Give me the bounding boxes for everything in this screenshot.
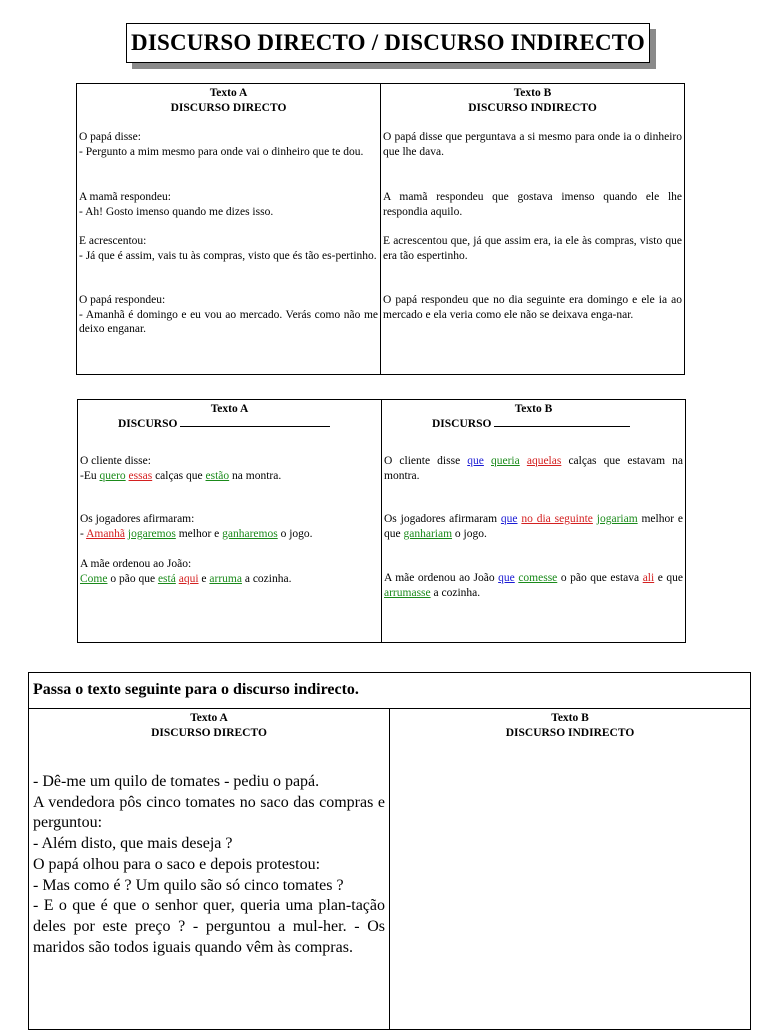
page-title: DISCURSO DIRECTO / DISCURSO INDIRECTO [126,23,650,63]
fill-in-blank[interactable] [180,417,330,427]
table3-left-header: Texto A [190,712,228,724]
table2-right-paragraph: Os jogadores afirmaram que no dia seguinte jogariam melhor e que ganhariam o jogo. [384,513,683,540]
dialogue-line: - Mas como é ? Um quilo são só cinco tomates ? [33,876,344,894]
table2-left-paragraph: O cliente disse: -Eu quero essas calças que estão na montra. [80,455,282,482]
table2-left-header: Texto A [210,403,249,415]
table2-right-header: Texto B [514,403,553,415]
table1-left-subheader: DISCURSO DIRECTO [170,102,287,114]
table1-right-header: Texto B [513,87,552,99]
table2-right-paragraph: O cliente disse que queria aquelas calças que estavam na montra. [384,455,683,482]
example-table-1 [76,83,685,375]
exercise-table [28,672,751,1030]
table1-left-paragraph: A mamã respondeu: - Ah! Gosto imenso quando me dizes isso. [79,191,274,218]
dialogue-text [33,772,385,958]
table2-right-subheader: DISCURSO [432,418,492,430]
exercise-left-cell [29,709,390,1030]
table2-left-paragraph: Os jogadores afirmaram: - Amanhã jogaremos melhor e ganharemos o jogo. [80,513,313,540]
table1-right-paragraph: O papá disse que perguntava a si mesmo para onde ia o dinheiro que lhe dava. [383,131,682,158]
example-table-2 [77,399,686,643]
fill-in-blank[interactable] [494,417,630,427]
exercise-instruction: Passa o texto seguinte para o discurso indirecto. [29,673,751,709]
table2-right-paragraph: A mãe ordenou ao João que comesse o pão que estava ali e que arrumasse a cozinha. [384,572,683,599]
table3-right-header: Texto B [551,712,589,724]
table2-left-paragraph: A mãe ordenou ao João: Come o pão que está aqui e arruma a cozinha. [80,558,292,585]
table2-right-cell [382,400,686,643]
table1-left-paragraph: E acrescentou: - Já que é assim, vais tu às compras, visto que és tão es-pertinho. [79,235,377,262]
table1-left-cell [77,84,381,375]
table1-left-paragraph: O papá respondeu: - Amanhã é domingo e eu vou ao mercado. Verás como não me deixo enganar. [79,294,378,335]
table1-left-paragraph: O papá disse: - Pergunto a mim mesmo para onde vai o dinheiro que te dou. [79,131,364,158]
table1-left-header: Texto A [209,87,248,99]
dialogue-line: - Dê-me um quilo de tomates - pediu o papá. [33,773,320,790]
table3-right-subheader: DISCURSO INDIRECTO [505,727,635,739]
dialogue-line: - Além disto, que mais deseja ? [33,835,233,853]
table1-right-paragraph: E acrescentou que, já que assim era, ia ele às compras, visto que era tão espertinho. [383,235,682,262]
table1-right-cell [381,84,685,375]
dialogue-line: - E o que é que o senhor quer, queria uma plan-tação deles por este preço ? - perguntou a mul-her. - Os maridos são todos iguais quando vêm às compras. [33,897,385,956]
table2-left-cell [78,400,382,643]
table3-left-subheader: DISCURSO DIRECTO [151,727,267,739]
table2-left-subheader: DISCURSO [118,418,178,430]
dialogue-line: A vendedora pôs cinco tomates no saco das compras e perguntou: [33,793,385,832]
table1-right-subheader: DISCURSO INDIRECTO [468,102,597,114]
table1-right-paragraph: O papá respondeu que no dia seguinte era domingo e ele ia ao mercado e ela veria como ele não se deixava enga-nar. [383,294,682,321]
table1-right-paragraph: A mamã respondeu que gostava imenso quando ele lhe respondia aquilo. [383,191,682,218]
exercise-answer-cell[interactable] [390,709,751,1030]
dialogue-line: O papá olhou para o saco e depois protestou: [33,855,321,873]
